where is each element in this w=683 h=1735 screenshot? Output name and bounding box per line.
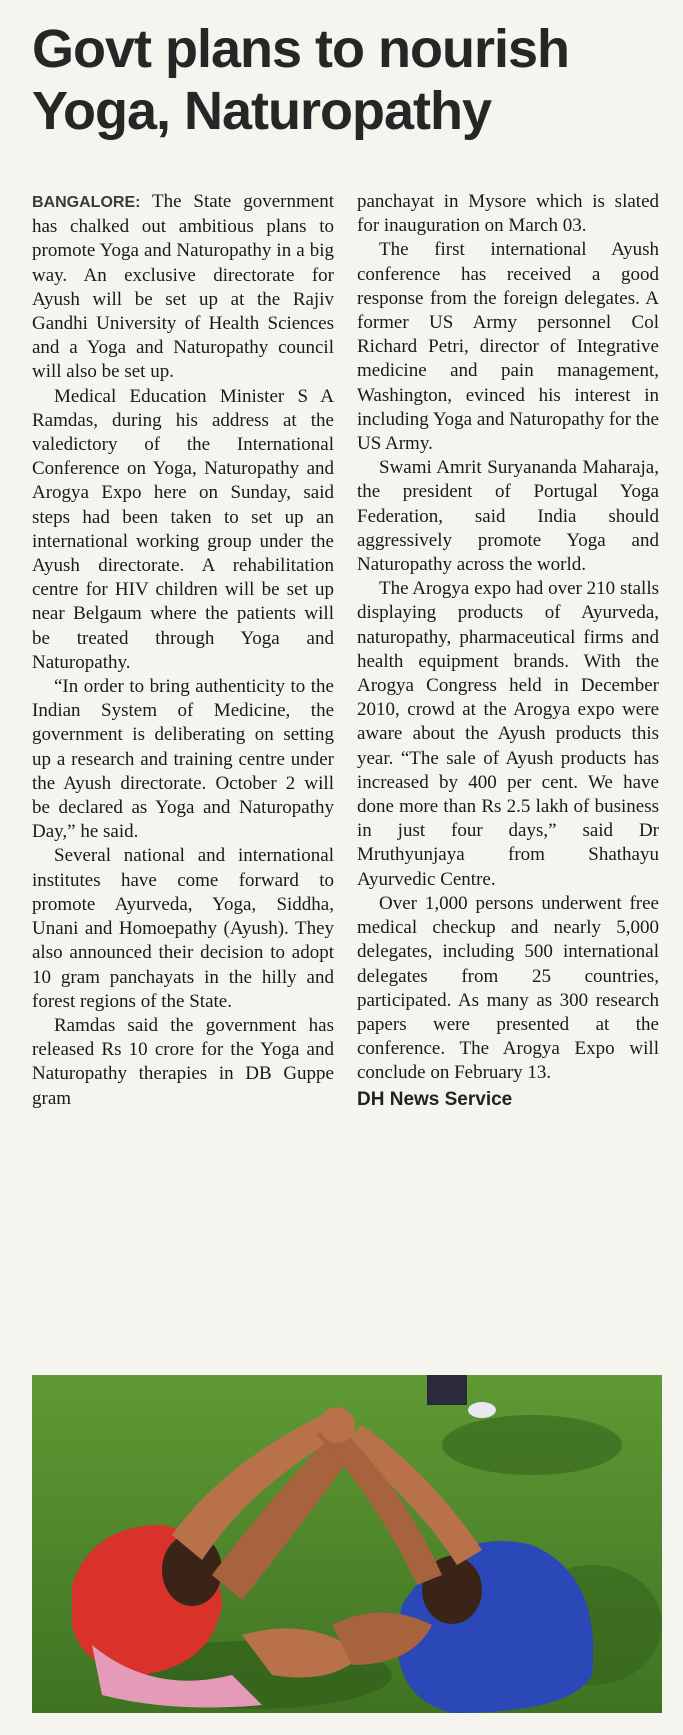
article-column-left bbox=[32, 190, 334, 1111]
article-paragraph: BANGALORE: The State government has chalked out ambitious plans to promote Yoga and Naturopathy in a big way. An exclusive directorate for Ayush will be set up at the Rajiv Gandhi University of Health Sciences and a Yoga and Naturopathy council will also be set up. bbox=[32, 191, 334, 383]
article-paragraph: “In order to bring authenticity to the Indian System of Medicine, the government is deliberating on setting up a research and training centre under the Ayush directorate. October 2 will be declared as Yoga and Naturopathy Day,” he said. bbox=[32, 676, 334, 843]
article-paragraph: Medical Education Minister S A Ramdas, during his address at the valedictory of the International Conference on Yoga, Naturopathy and Arogya Expo here on Sunday, said steps had been taken to set up an international working group under the Ayush directorate. A rehabilitation centre for HIV children will be set up near Belgaum where the patients will be treated through Yoga and Naturopathy. bbox=[32, 385, 334, 673]
article-paragraph: Several national and international institutes have come forward to promote Ayurveda, Yoga, Siddha, Unani and Homoepathy (Ayush). They also announced their decision to adopt 10 gram panchayats in the hilly and forest regions of the State. bbox=[32, 845, 334, 1012]
headline-line-2: Yoga, Naturopathy bbox=[32, 81, 492, 141]
article-paragraph: Swami Amrit Suryananda Maharaja, the president of Portugal Yoga Federation, said India should aggressively promote Yoga and Naturopathy across the world. bbox=[357, 457, 659, 576]
yoga-photo-illustration bbox=[32, 1375, 662, 1713]
article-paragraph: Ramdas said the government has released Rs 10 crore for the Yoga and Naturopathy therapies in DB Guppe gram bbox=[32, 1014, 334, 1109]
dateline: BANGALORE: bbox=[32, 194, 141, 211]
news-credit: DH News Service bbox=[357, 1088, 513, 1110]
article-column-right bbox=[357, 190, 659, 1112]
yoga-photo bbox=[32, 1375, 662, 1713]
article-paragraph: Over 1,000 persons underwent free medical checkup and nearly 5,000 delegates, including 500 international delegates from 25 countries, participated. As many as 300 research papers were presented at the conference. The Arogya Expo will conclude on February 13. bbox=[357, 892, 659, 1084]
clasped-hands bbox=[319, 1407, 355, 1443]
article-paragraph: panchayat in Mysore which is slated for inauguration on March 03. bbox=[357, 191, 659, 237]
article-paragraph: The first international Ayush conference has received a good response from the foreign delegates. A former US Army personnel Col Richard Petri, director of Integrative medicine and pain management, Washington, evinced his interest in including Yoga and Naturopathy for the US Army. bbox=[357, 239, 659, 455]
headline-line-1: Govt plans to nourish bbox=[32, 19, 570, 79]
article-paragraph: The Arogya expo had over 210 stalls displaying products of Ayurveda, naturopathy, pharmaceutical firms and health equipment brands. With the Arogya Congress held in December 2010, crowd at the Arogya expo were aware about the Ayush products this year. “The sale of Ayush products has increased by 400 per cent. We have done more than Rs 2.5 lakh of business in just four days,” said Dr Mruthyunjaya from Shathayu Ayurvedic Centre. bbox=[357, 578, 659, 890]
headline bbox=[32, 18, 662, 142]
